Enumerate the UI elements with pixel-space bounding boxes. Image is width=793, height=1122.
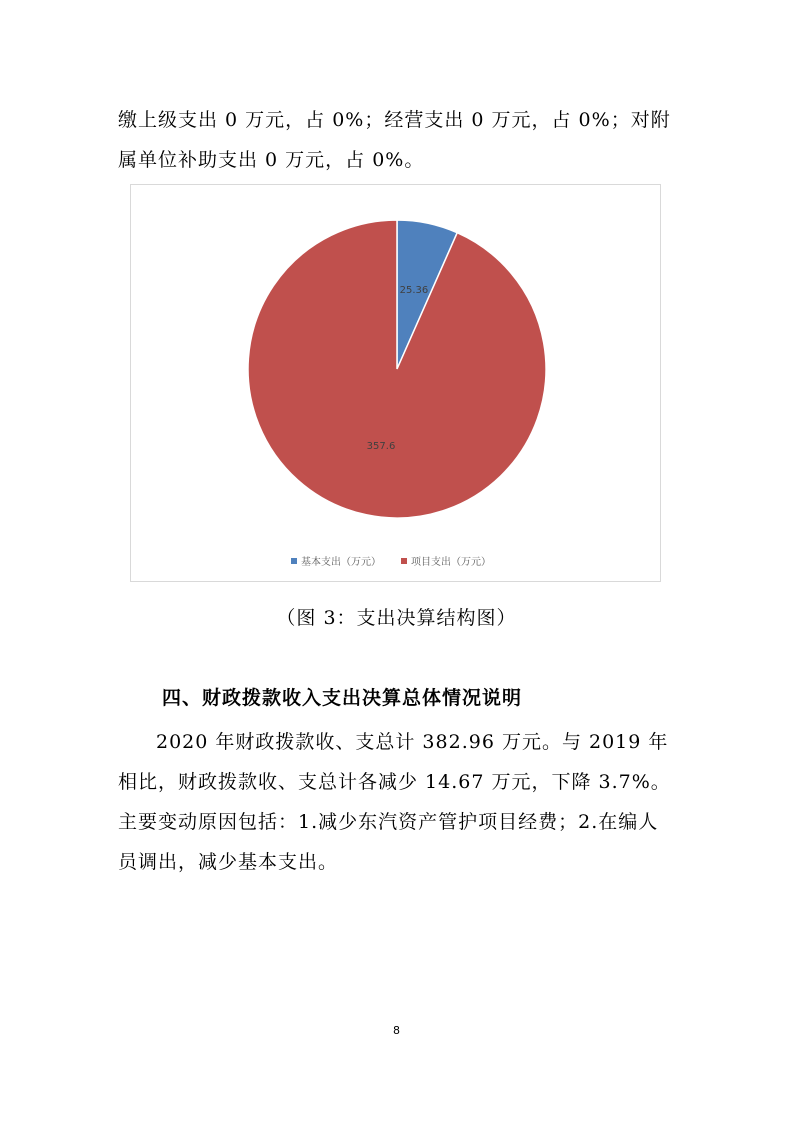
section-heading: 四、财政拨款收入支出决算总体情况说明 bbox=[162, 687, 523, 709]
pie-slice-label-1: 25.36 bbox=[399, 284, 429, 296]
pie-chart-svg bbox=[131, 185, 662, 583]
legend-label-2: 项目支出（万元） bbox=[411, 557, 491, 568]
intro-paragraph: 缴上级支出 0 万元，占 0%；经营支出 0 万元，占 0%；对附属单位补助支出 0 万元，占 0%。 bbox=[118, 109, 671, 171]
page-number: 8 bbox=[393, 1024, 400, 1037]
expenditure-pie-chart bbox=[130, 184, 661, 582]
legend-swatch-2 bbox=[401, 558, 407, 564]
legend-swatch-1 bbox=[291, 558, 297, 564]
pie-slice-2 bbox=[248, 220, 546, 518]
section-body-paragraph: 2020 年财政拨款收、支总计 382.96 万元。与 2019 年相比，财政拨款收、支总计各减少 14.67 万元，下降 3.7%。主要变动原因包括：1.减少东汽资产管护项目经费；2.在编人员调出，减少基本支出。 bbox=[118, 731, 671, 873]
figure-caption: （图 3：支出决算结构图） bbox=[276, 607, 517, 629]
legend-label-1: 基本支出（万元） bbox=[301, 557, 381, 568]
pie-slice-label-2: 357.6 bbox=[366, 440, 396, 452]
